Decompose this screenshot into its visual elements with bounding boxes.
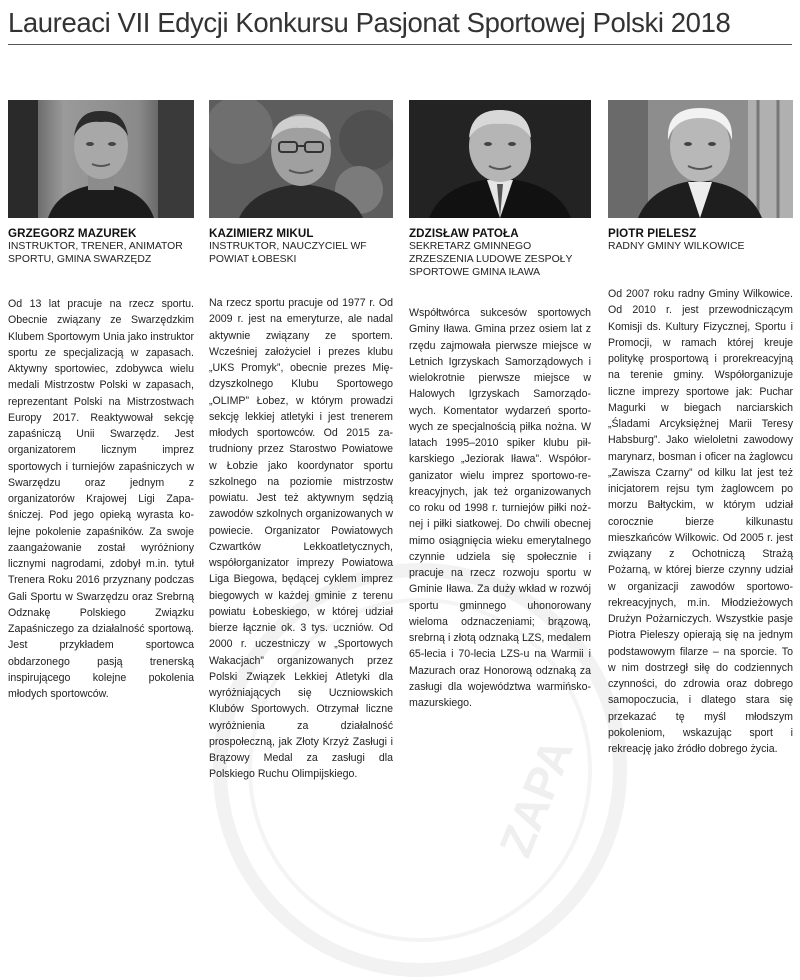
laureate-card-patola — [409, 100, 591, 711]
portrait-man-in-suit-image — [409, 100, 591, 218]
laureate-bio: Od 2007 roku radny Gminy Wilkowice. Od 2010 r. jest przewodniczącym Komisji ds. Kultury Fizycznej, Sportu i Promocji, w ramach której kreuje politykę prosportową i prorekreacyjną na terenie gminy. Współorganizuje liczne imprezy sportowe jak: Puchar Magurki w biegach narciarskich „Śladami Arcyksiężnej Marii Teresy Habsburg”. Jako wieloletni zawodowy marynarz, bosman i oficer na żaglowcu „Zawisza Czarny” od kilku lat jest też inicjatorem rejsu tym żaglowcem po morzu Bałtyckim, w którym udział corocznie bierze kilkunastu mieszkańców Wilkowic. Od 2005 r. jest związany z Ochotniczą Strażą Pożarną, w której bierze czynny udział w organizacji zawodów sportowo-rekreacyjnych, m.in. Młodzieżowych Drużyn Pożarniczych. Wszystkie pasje Piotra Pieleszy opierają się na jednym podstawowym filarze – na sporcie. To w nim dostrzegł siłę do codziennych czynności, do zdrowia oraz dobrego samopoczucia, i dlatego stara się przekazać tę myśl młodszym pokoleniom, wskazując sport i rekreację jako źródło dobrego życia. — [608, 288, 793, 755]
laureate-role: INSTRUKTOR, NAUCZYCIEL WF POWIAT ŁOBESKI — [209, 241, 367, 265]
laureate-name: KAZIMIERZ MIKUL — [209, 227, 314, 240]
title-divider — [8, 44, 792, 45]
page-title: Laureaci VII Edycji Konkursu Pasjonat Sportowej Polski 2018 — [8, 7, 731, 38]
laureate-bio: Od 13 lat pracuje na rzecz sportu. Obecnie związany ze Swarzędzkim Klubem Sportowym Unia jako instruktor sportu ze specjalizacją w zapasach. Aktywny sportowiec, zdobywca wielu medali Mistrzostw Polski w zapasach, reprezentant Polski na Mistrzostwach Europy 2017. Reaktywował sekcję zapaśniczą Unii Swarzędz. Jest organizatorem licznym imprez sportowych i turniejów zapaśniczych w Swarzędzu oraz jednym z organizatorów Krajowej Ligi Zapaśniczej. Pod jego opieką wyrasta kolejne pokolenie zapaśników. Za swoje zaangażowanie został wyróżniony licznymi nagrodami, zdobył m.in. tytuł Trenera Roku 2016 przyznany podczas Gali Sportu w Swarzędzu oraz Srebrną Odznakę Polskiego Związku Zapaśniczego za działalność sportową. Jest przykładem sportowca obdarzonego pasją trenerską inspirującego kolejne pokolenia młodych sportowców. — [8, 298, 194, 700]
portrait-young-man-image — [8, 100, 194, 218]
laureate-card-pielesz — [608, 100, 793, 757]
laureate-role: SEKRETARZ GMINNEGO ZRZESZENIA LUDOWE ZESPOŁY SPORTOWE GMINA IŁAWA — [409, 241, 573, 278]
watermark-text: ZAPA — [489, 731, 583, 864]
laureate-bio: Współtwórca sukcesów sportowych Gminy Iława. Gmina przez osiem lat z rzędu zajmowała pierwsze miejsce w Letnich Igrzyskach Samorządowych i wielokrotnie pierwsze miejsce w Halowych Igrzyskach Samorządowych. Komentator wydarzeń sportowych ze specjalnością piłka nożna. W latach 1995–2010 spiker klubu piłkarskiego „Jeziorak Iława”. Współorganizator wielu imprez sportowo-rekreacyjnych, jak też organizowanych co roku od 1998 r. turniejów piłki nożnej i piłki siatkowej. Do chwili obecnej mimo osiągnięcia wieku emerytalnego czynnie udziela się społecznie i pracuje na rzecz rozwoju sportu w Gminie Iława. Za duży wkład w rozwój sportu gminnego uhonorowany wieloma odznaczeniami; brązową, srebrną i złotą odznaką LZS, medalem 65-lecia i 70-lecia LZS-u na Warmii i Mazurach oraz Honorową odznaką za zasługi dla województwa warmińsko-mazurskiego. — [409, 307, 591, 709]
portrait-photo — [409, 100, 591, 218]
laureate-card-mazurek — [8, 100, 194, 702]
laureate-name: PIOTR PIELESZ — [608, 227, 697, 240]
portrait-man-with-glasses-image — [209, 100, 393, 218]
portrait-photo — [608, 100, 793, 218]
portrait-older-man-image — [608, 100, 793, 218]
laureate-role: RADNY GMINY WILKOWICE — [608, 241, 745, 252]
laureate-name: GRZEGORZ MAZUREK — [8, 227, 137, 240]
portrait-photo — [209, 100, 393, 218]
laureate-name: ZDZISŁAW PATOŁA — [409, 227, 519, 240]
portrait-photo — [8, 100, 194, 218]
laureate-role: INSTRUKTOR, TRENER, ANIMATOR SPORTU, GMINA SWARZĘDZ — [8, 241, 183, 265]
laureate-bio: Na rzecz sportu pracuje od 1977 r. Od 2009 r. jest na emeryturze, ale nadal aktywnie związany ze sportem. Wcześniej założyciel i prezes klubu „UKS Promyk”, obecnie prezes Międzyszkolnego Klubu Sportowego „OLIMP” Łobez, w którym prowadzi sekcję lekkiej atletyki i jest trenerem młodych sportowców. Od 2015 zatrudniony przez Starostwo Powiatowe w Łobzie jako koordynator sportu szkolnego na poziomie mistrzostw powiatu. Jest też aktywnym sędzią zawodów szkolnych organizowanych w powiecie. Organizator Powiatowych Czwartków Lekkoatletycznych, współorganizator imprezy Powiatowa Liga Biegowa, będącej cyklem imprez biegowych w każdej gminie z terenu powiatu Łobeskiego, w której udział bierze łącznie ok. 3 tys. uczniów. Od 2000 r. uczestniczy w „Sportowych Wakacjach” organizowanych przez Polski Związek Lekkiej Atletyki dla wyróżniających się Uczniowskich Klubów Sportowych. Otrzymał liczne wyróżnienia za działalność prospołeczną, jak Złoty Krzyż Zasługi i Brązowy Medal za zasługi dla Polskiego Ruchu Olimpijskiego. — [209, 297, 393, 781]
laureate-card-mikul — [209, 100, 393, 783]
